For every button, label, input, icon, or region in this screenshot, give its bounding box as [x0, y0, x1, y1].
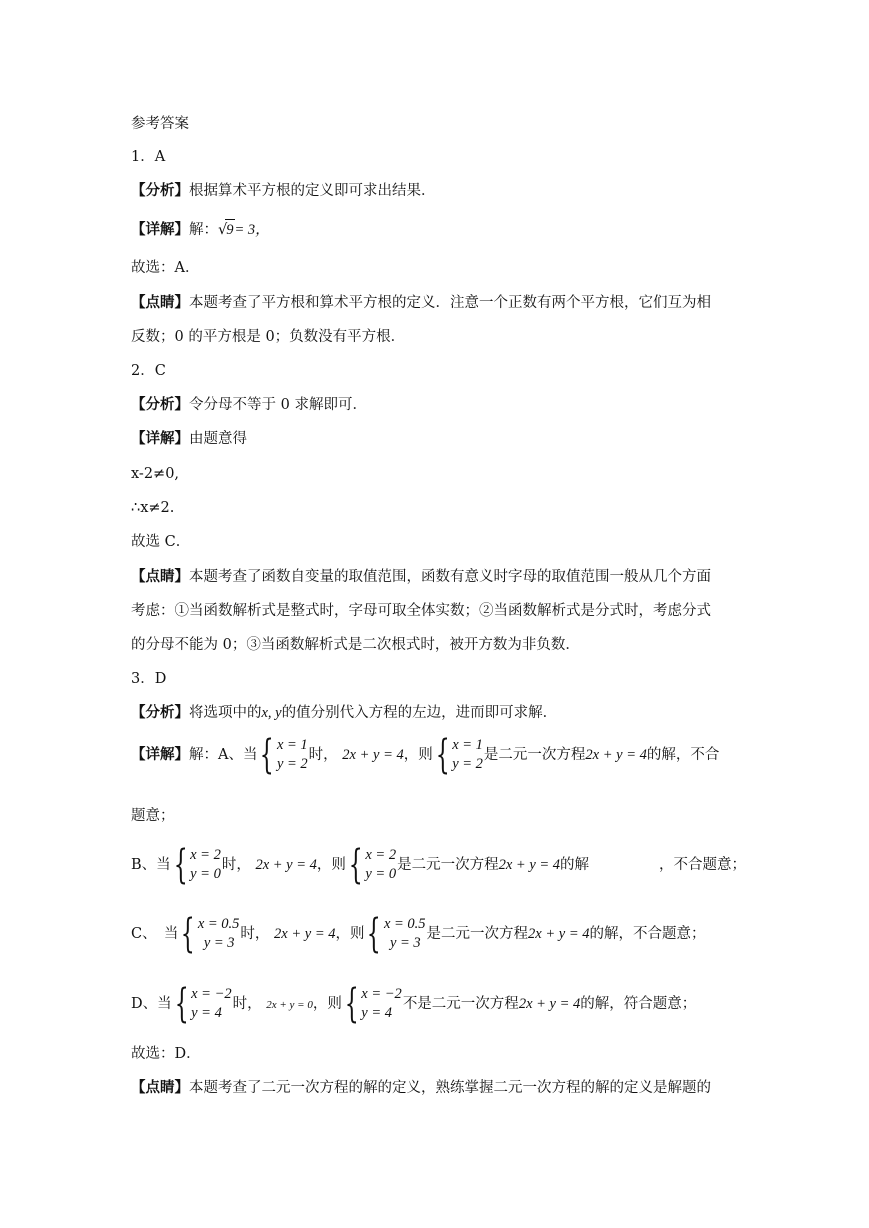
q1-answer: 故选：A． [131, 260, 200, 276]
comment-tag: 【点睛】 [131, 294, 189, 311]
equation: 2x + y = 4 [342, 747, 404, 763]
sqrt-symbol: √ [218, 222, 228, 238]
option-prefix: D、当 [131, 996, 172, 1012]
q3-number: 3．D [131, 671, 167, 687]
q2-number: 2．C [131, 363, 166, 379]
system-y: y = 0 [190, 866, 221, 882]
end-text-2: ，不合题意； [659, 857, 747, 873]
comment-tag: 【点睛】 [131, 1079, 189, 1096]
analysis-text: 令分母不等于 0 求解即可． [189, 397, 367, 413]
when-text: 时， [221, 857, 251, 873]
then-text: ，则 [312, 996, 342, 1012]
when-text: 时， [308, 747, 338, 763]
q2-step-2: ∴x≠2. [131, 500, 175, 516]
sqrt-radicand: 9 [225, 219, 234, 240]
equation: 2x + y = 4 [255, 857, 317, 873]
analysis-text: 根据算术平方根的定义即可求出结果． [189, 183, 436, 199]
end-text: 的解，不合 [646, 747, 720, 763]
system-x: x = −2 [191, 986, 232, 1002]
system-y: y = 0 [365, 866, 397, 882]
equation: 2x + y = 4 [518, 996, 581, 1012]
q2-answer: 故选 C． [131, 534, 191, 550]
brace-symbol: { [435, 732, 450, 778]
system-y: y = 4 [191, 1005, 222, 1021]
q3-option-c [131, 911, 706, 957]
equation-system [173, 981, 232, 1027]
when-text: 时， [240, 926, 270, 942]
end-text: 的解，符合题意； [580, 996, 697, 1012]
then-text: ，则 [316, 857, 346, 873]
mid-text: 是二元一次方程 [397, 857, 499, 873]
equation-system [258, 732, 308, 778]
detail-result: = 3， [234, 222, 270, 238]
system-y: y = 2 [452, 756, 483, 772]
q1-detail [131, 219, 270, 240]
q3-option-a [131, 732, 720, 778]
q3-analysis [131, 703, 557, 723]
brace-symbol: { [260, 732, 275, 778]
system-y: y = 3 [389, 935, 421, 951]
equation-system [172, 842, 221, 888]
q1-number: 1．A [131, 149, 166, 165]
q1-analysis [131, 181, 436, 201]
system-y: y = 3 [203, 935, 235, 951]
comment-text: 本题考查了函数自变量的取值范围，函数有意义时字母的取值范围一般从几个方面 [189, 569, 711, 585]
equation-system [365, 911, 426, 957]
detail-tag: 【详解】 [131, 746, 189, 763]
equation: 2x + y = 4 [498, 857, 561, 873]
brace-symbol: { [367, 911, 382, 957]
comment-tag: 【点睛】 [131, 568, 189, 585]
analysis-tag: 【分析】 [131, 182, 189, 199]
then-text: ，则 [403, 747, 433, 763]
equation-system [434, 732, 483, 778]
detail-tag: 【详解】 [131, 430, 189, 447]
then-text: ，则 [335, 926, 365, 942]
option-prefix: C、 当 [131, 926, 179, 942]
detail-text: 由题意得 [189, 431, 247, 447]
mid-text: 是二元一次方程 [483, 747, 586, 763]
q1-comment-line-2: 反数；0 的平方根是 0；负数没有平方根． [131, 329, 406, 345]
system-x: x = 1 [276, 737, 308, 753]
page-title: 参考答案 [131, 116, 189, 132]
system-x: x = −2 [361, 986, 402, 1002]
q2-detail [131, 429, 247, 449]
equation: 2x + y = 4 [274, 926, 336, 942]
q1-comment-line-1 [131, 293, 711, 313]
mid-text: 是二元一次方程 [426, 926, 529, 942]
system-x: x = 1 [452, 737, 483, 753]
equation-small: 2x + y = 0 [266, 999, 313, 1011]
q3-option-d [131, 981, 697, 1027]
analysis-variables: x, y [261, 705, 282, 721]
comment-text: 本题考查了平方根和算术平方根的定义．注意一个正数有两个平方根，它们互为相 [189, 295, 711, 311]
q2-step-1: x-2≠0, [131, 466, 180, 482]
q2-comment-line-1 [131, 567, 711, 587]
q2-comment-line-2: 考虑：①当函数解析式是整式时，字母可取全体实数；②当函数解析式是分式时，考虑分式 [131, 603, 711, 619]
analysis-suffix: 的值分别代入方程的左边，进而即可求解． [281, 705, 558, 721]
analysis-tag: 【分析】 [131, 396, 189, 413]
option-prefix: 解：A、当 [189, 747, 258, 763]
analysis-prefix: 将选项中的 [189, 705, 262, 721]
system-x: x = 0.5 [383, 916, 426, 932]
brace-symbol: { [181, 911, 196, 957]
equation: 2x + y = 4 [528, 926, 590, 942]
mid-text: 不是二元一次方程 [402, 996, 519, 1012]
system-y: y = 4 [361, 1005, 393, 1021]
q2-comment-line-3: 的分母不能为 0；③当函数解析式是二次根式时，被开方数为非负数． [131, 637, 580, 653]
end-text: 的解，不合题意； [589, 926, 706, 942]
equation-system [343, 981, 402, 1027]
when-text: 时， [232, 996, 262, 1012]
q3-answer: 故选：D． [131, 1046, 201, 1062]
system-x: x = 0.5 [197, 916, 240, 932]
q3-option-b [131, 842, 747, 888]
brace-symbol: { [174, 981, 189, 1027]
equation-system [347, 842, 397, 888]
brace-symbol: { [173, 842, 188, 888]
option-prefix: B、当 [131, 857, 171, 873]
system-y: y = 2 [276, 756, 308, 772]
system-x: x = 2 [365, 847, 397, 863]
system-x: x = 2 [190, 847, 221, 863]
brace-symbol: { [344, 981, 359, 1027]
analysis-tag: 【分析】 [131, 704, 189, 721]
q2-analysis [131, 395, 367, 415]
brace-symbol: { [348, 842, 363, 888]
equation: 2x + y = 4 [585, 747, 647, 763]
comment-text: 本题考查了二元一次方程的解的定义，熟练掌握二元一次方程的解的定义是解题的 [189, 1080, 711, 1096]
detail-tag: 【详解】 [131, 221, 189, 238]
detail-prefix: 解： [189, 222, 218, 238]
equation-system [179, 911, 240, 957]
q3-option-a-wrap: 题意； [131, 808, 175, 824]
end-text: 的解 [560, 857, 590, 873]
q3-comment-line-1 [131, 1078, 711, 1098]
